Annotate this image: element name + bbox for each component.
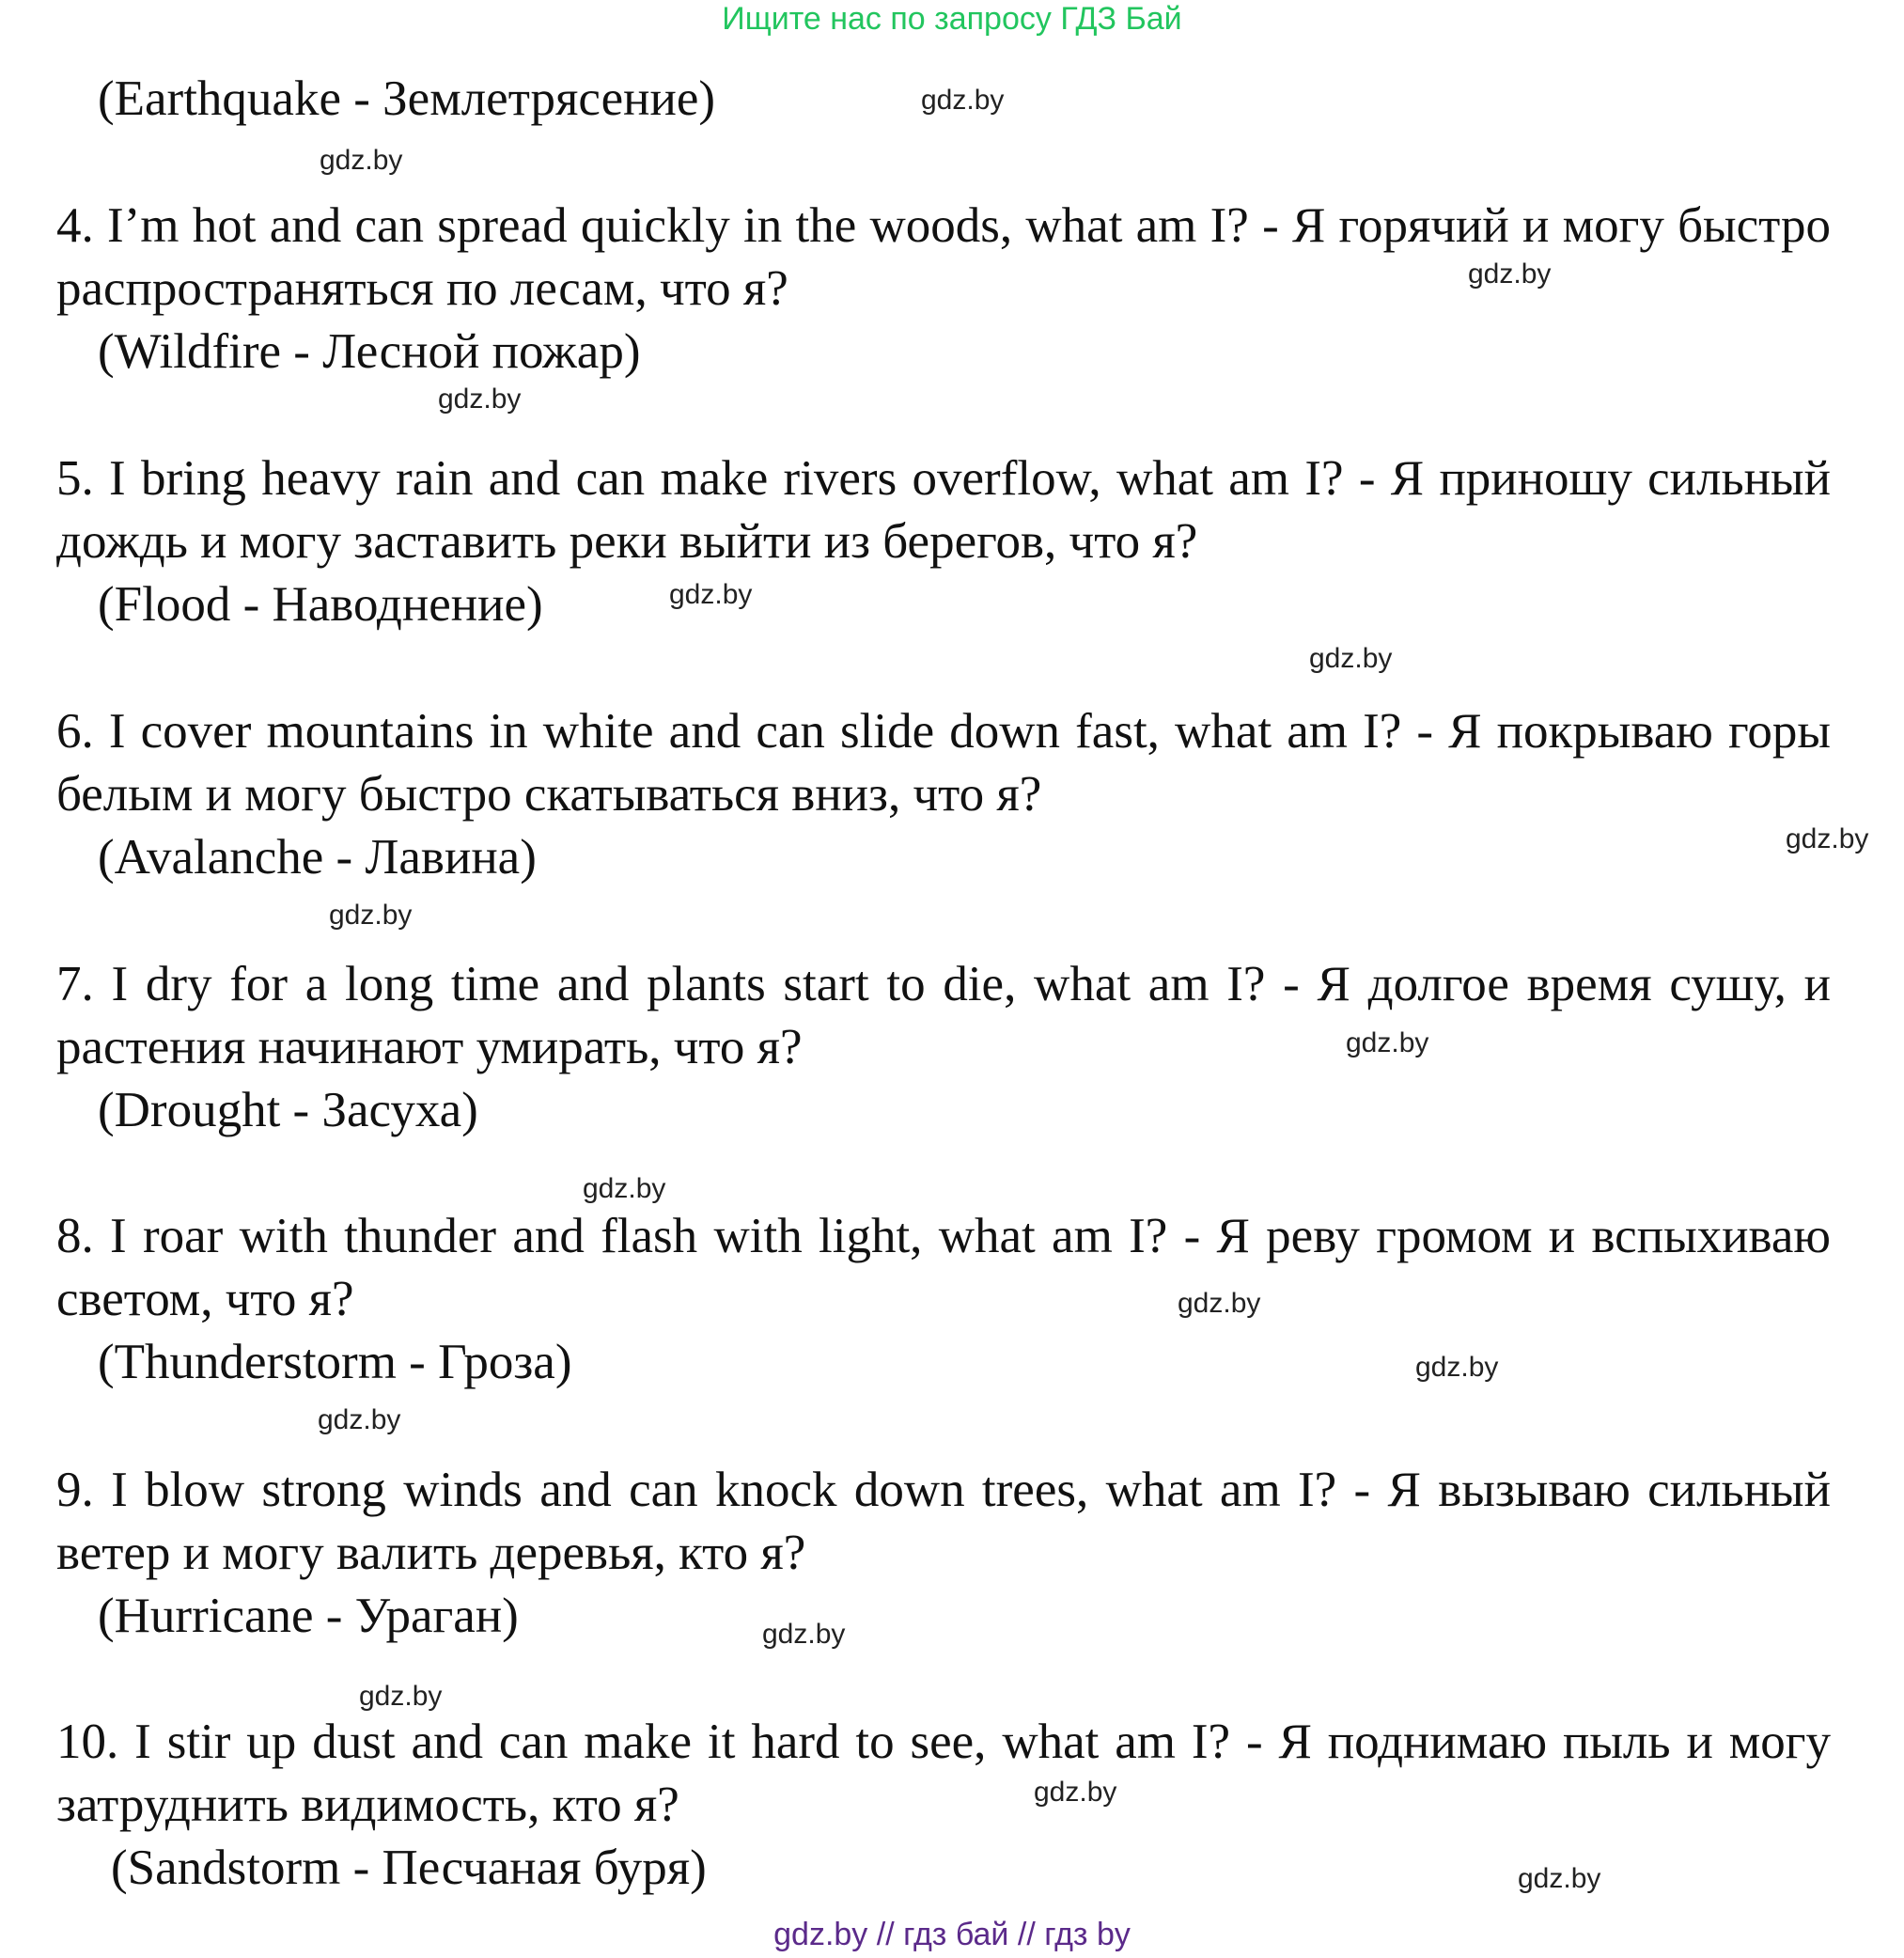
- watermark: gdz.by: [438, 384, 522, 415]
- riddle-item-4: [56, 195, 1831, 384]
- watermark: gdz.by: [1518, 1863, 1601, 1894]
- watermark: gdz.by: [1415, 1352, 1499, 1383]
- watermark: gdz.by: [318, 1404, 401, 1435]
- question-text: 4. I’m hot and can spread quickly in the woods, what am I? - Я горячий и могу быстро распространяться по лесам, что я?: [56, 198, 1831, 316]
- question-text: 9. I blow strong winds and can knock down trees, what am I? - Я вызываю сильный ветер и могу валить деревья, кто я?: [56, 1463, 1831, 1580]
- watermark: gdz.by: [359, 1681, 443, 1712]
- watermark: gdz.by: [669, 579, 753, 610]
- answer-text: (Hurricane - Ураган): [98, 1589, 519, 1643]
- question-text: 10. I stir up dust and can make it hard to see, what am I? - Я поднимаю пыль и могу затруднить видимость, кто я?: [56, 1715, 1831, 1832]
- answer-text: (Wildfire - Лесной пожар): [98, 324, 641, 379]
- riddle-item-6: [56, 700, 1831, 889]
- answer-text: (Thunderstorm - Гроза): [98, 1335, 572, 1389]
- question-text: 7. I dry for a long time and plants start to die, what am I? - Я долгое время сушу, и растения начинают умирать, что я?: [56, 957, 1831, 1074]
- answer-text: (Earthquake - Землетрясение): [98, 71, 715, 126]
- footer-links: gdz.by // гдз бай // гдз by: [773, 1917, 1131, 1952]
- watermark: gdz.by: [1346, 1027, 1429, 1058]
- watermark: gdz.by: [1034, 1777, 1117, 1808]
- watermark: gdz.by: [1786, 823, 1869, 854]
- answer-text: (Avalanche - Лавина): [98, 830, 537, 885]
- question-text: 8. I roar with thunder and flash with light, what am I? - Я реву громом и вспыхиваю светом, что я?: [56, 1209, 1831, 1326]
- riddle-item-9: [56, 1459, 1831, 1648]
- watermark: gdz.by: [1309, 643, 1393, 674]
- watermark: gdz.by: [1178, 1288, 1261, 1319]
- watermark: gdz.by: [320, 145, 403, 176]
- watermark: gdz.by: [583, 1173, 666, 1204]
- riddle-item-5: [56, 447, 1831, 636]
- riddle-item-7: [56, 953, 1831, 1142]
- question-text: 5. I bring heavy rain and can make rivers overflow, what am I? - Я приношу сильный дождь и могу заставить реки выйти из берегов, что я?: [56, 451, 1831, 569]
- watermark: gdz.by: [921, 85, 1005, 116]
- riddle-item-8: [56, 1205, 1831, 1394]
- answer-text: (Flood - Наводнение): [98, 577, 543, 632]
- watermark: gdz.by: [762, 1619, 846, 1650]
- top-banner: Ищите нас по запросу ГДЗ Бай: [722, 1, 1182, 37]
- answer-text: (Drought - Засуха): [98, 1083, 478, 1137]
- question-text: 6. I cover mountains in white and can slide down fast, what am I? - Я покрываю горы белым и могу быстро скатываться вниз, что я?: [56, 704, 1831, 822]
- watermark: gdz.by: [1468, 258, 1552, 290]
- answer-text: (Sandstorm - Песчаная буря): [111, 1841, 707, 1895]
- watermark: gdz.by: [329, 900, 413, 931]
